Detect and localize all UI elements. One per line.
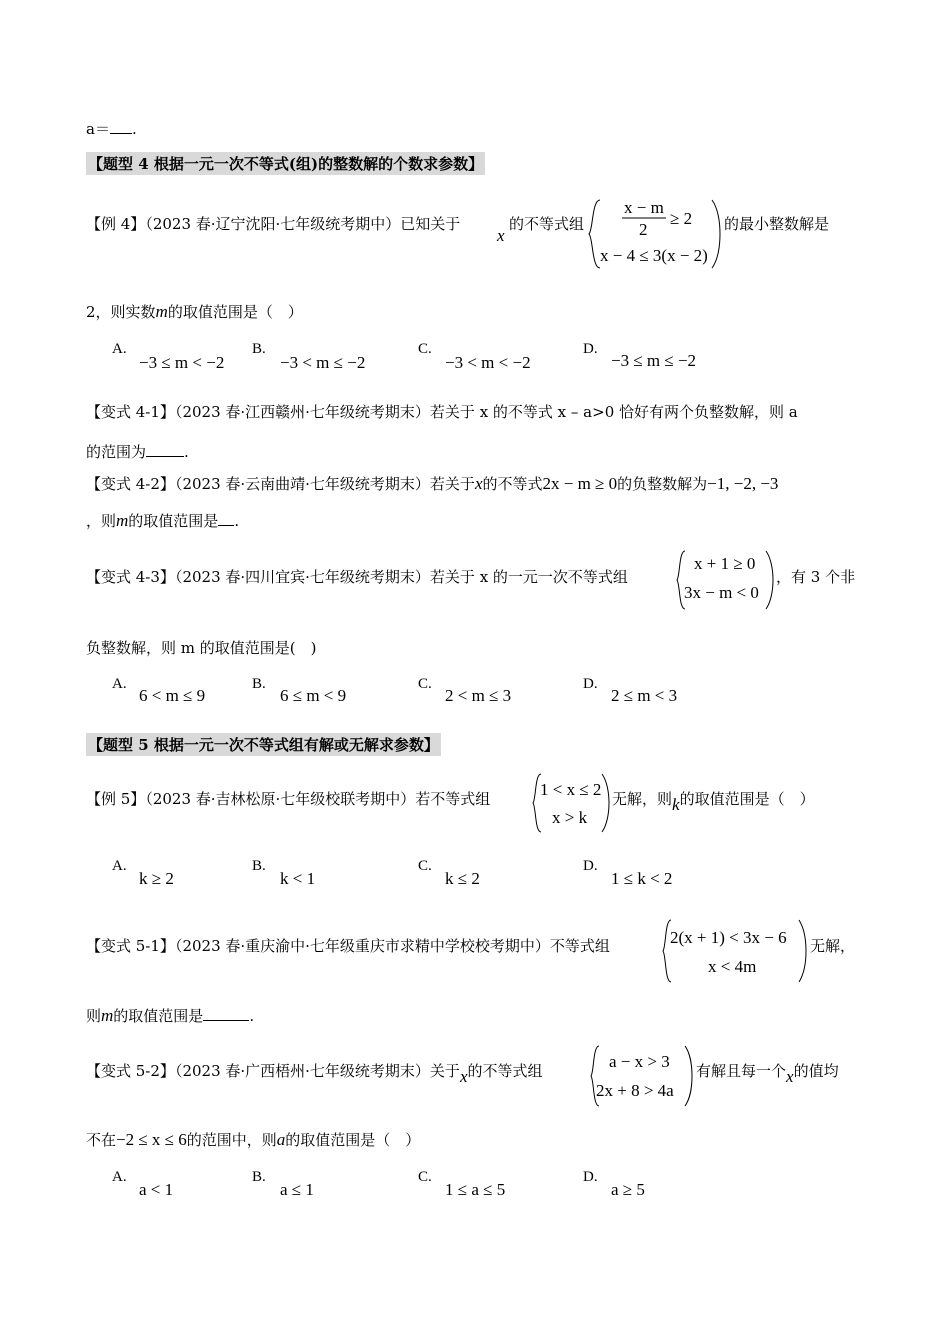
ex5-option-d-letter[interactable]: D. <box>583 858 598 874</box>
ex5-option-d-value[interactable]: 1 ≤ k < 2 <box>611 869 673 888</box>
answer-blank[interactable] <box>203 1006 249 1021</box>
example-5-line1: 【例 5】（2023 春·吉林松原·七年级校联考期中）若不等式组 <box>86 790 491 808</box>
ex4-sys-line2: x − 4 ≤ 3(x − 2) <box>600 246 708 265</box>
v51-sys-line2: x < 4m <box>708 957 757 976</box>
v43-option-b-letter[interactable]: B. <box>252 676 266 692</box>
ex4-option-a-letter[interactable]: A. <box>112 341 127 357</box>
ex5-line1-tail: 无解，则k的取值范围是（ ） <box>612 790 815 814</box>
v52-option-b-value[interactable]: a ≤ 1 <box>280 1180 314 1199</box>
ex5-option-c-letter[interactable]: C. <box>418 858 432 874</box>
section-heading-5: 【题型 5 根据一元一次不等式组有解或无解求参数】 <box>86 733 441 756</box>
v43-option-c-letter[interactable]: C. <box>418 676 432 692</box>
v43-option-a-value[interactable]: 6 < m ≤ 9 <box>139 686 206 705</box>
v43-text2: ，有 3 个非 <box>776 568 856 586</box>
ex4-var-x: x <box>497 226 505 245</box>
ex5-option-b-value[interactable]: k < 1 <box>280 869 316 888</box>
variant-5-2-line2: 不在−2 ≤ x ≤ 6的范围中，则a的取值范围是（ ） <box>86 1130 421 1149</box>
ex4-inequality-system <box>588 196 724 272</box>
ex5-sys-line1: 1 < x ≤ 2 <box>540 780 602 799</box>
v51-inequality-system <box>662 918 810 984</box>
variant-4-2-line2: ，则m的取值范围是 . <box>86 511 240 530</box>
v43-option-a-letter[interactable]: A. <box>112 676 127 692</box>
ex4-option-c-letter[interactable]: C. <box>418 341 432 357</box>
ex5-option-b-letter[interactable]: B. <box>252 858 266 874</box>
v52-option-a-letter[interactable]: A. <box>112 1169 127 1185</box>
v43-option-d-letter[interactable]: D. <box>583 676 598 692</box>
variant-4-1-line1: 【变式 4-1】（2023 春·江西赣州·七年级统考期末）若关于 x 的不等式 x – a>0 恰好有两个负整数解，则 a <box>86 403 798 421</box>
ex4-line2: 2，则实数m的取值范围是（ ） <box>86 302 303 321</box>
variant-4-2-line1: 【变式 4-2】（2023 春·云南曲靖·七年级统考期末）若关于x的不等式2x − m ≥ 0的负整数解为−1, −2, −3 <box>86 474 779 493</box>
v51-text2: 无解， <box>810 937 856 955</box>
v43-option-d-value[interactable]: 2 ≤ m < 3 <box>611 686 678 705</box>
ex5-sys-line2: x > k <box>552 808 588 827</box>
variant-5-1-line1: 【变式 5-1】（2023 春·重庆渝中·七年级重庆市求精中学校校考期中）不等式组 <box>86 937 610 955</box>
ex4-option-d-value[interactable]: −3 ≤ m ≤ −2 <box>611 351 697 370</box>
variant-4-1-line2: 的范围为 . <box>86 443 189 461</box>
variant-5-2-line1: 【变式 5-2】（2023 春·广西梧州·七年级统考期末）关于x的不等式组 <box>86 1062 543 1086</box>
variant-4-3-line1: 【变式 4-3】（2023 春·四川宜宾·七年级统考期末）若关于 x 的一元一次不等式组 <box>86 568 628 586</box>
v52-option-c-letter[interactable]: C. <box>418 1169 432 1185</box>
v52-line1-tail: 有解且每一个x的值均 <box>696 1062 839 1086</box>
ex4-option-c-value[interactable]: −3 < m < −2 <box>445 353 531 372</box>
v52-option-d-letter[interactable]: D. <box>583 1169 598 1185</box>
v52-option-d-value[interactable]: a ≥ 5 <box>611 1180 645 1199</box>
v52-option-b-letter[interactable]: B. <box>252 1169 266 1185</box>
ex4-option-b-letter[interactable]: B. <box>252 341 266 357</box>
ex4-text3: 的最小整数解是 <box>724 215 830 233</box>
ex4-text2: 的不等式组 <box>509 215 585 233</box>
ex4-frac-numerator: x − m <box>624 198 664 217</box>
v52-inequality-system <box>590 1044 696 1108</box>
answer-blank[interactable] <box>218 511 234 526</box>
variant-5-1-line2: 则m的取值范围是 . <box>86 1006 255 1025</box>
v52-sys-line2: 2x + 8 > 4a <box>596 1081 674 1100</box>
ex5-option-a-value[interactable]: k ≥ 2 <box>139 869 174 888</box>
answer-blank[interactable] <box>110 119 132 134</box>
v43-sys-line1: x + 1 ≥ 0 <box>694 554 756 573</box>
v43-sys-line2: 3x − m < 0 <box>684 583 759 602</box>
answer-blank[interactable] <box>146 442 184 457</box>
v43-option-b-value[interactable]: 6 ≤ m < 9 <box>280 686 347 705</box>
ex4-option-a-value[interactable]: −3 ≤ m < −2 <box>139 353 225 372</box>
v51-sys-line1: 2(x + 1) < 3x − 6 <box>670 928 787 947</box>
ex4-option-d-letter[interactable]: D. <box>583 341 598 357</box>
variant-4-3-line2: 负整数解，则 m 的取值范围是( ) <box>86 639 317 657</box>
ex5-option-a-letter[interactable]: A. <box>112 858 127 874</box>
section-heading-4: 【题型 4 根据一元一次不等式(组)的整数解的个数求参数】 <box>86 152 485 175</box>
v43-inequality-system <box>676 548 776 612</box>
ex5-inequality-system <box>532 772 612 834</box>
ex4-frac-denominator: 2 <box>639 220 648 239</box>
ex4-frac-ge: ≥ 2 <box>670 209 693 228</box>
v52-option-c-value[interactable]: 1 ≤ a ≤ 5 <box>445 1180 506 1199</box>
v52-option-a-value[interactable]: a < 1 <box>139 1180 174 1199</box>
example-4-line1: 【例 4】（2023 春·辽宁沈阳·七年级统考期中）已知关于 <box>86 215 461 233</box>
ex4-option-b-value[interactable]: −3 < m ≤ −2 <box>280 353 366 372</box>
ex5-option-c-value[interactable]: k ≤ 2 <box>445 869 480 888</box>
top-answer-line: a＝ . <box>86 120 137 138</box>
v52-sys-line1: a − x > 3 <box>609 1052 670 1071</box>
v43-option-c-value[interactable]: 2 < m ≤ 3 <box>445 686 512 705</box>
